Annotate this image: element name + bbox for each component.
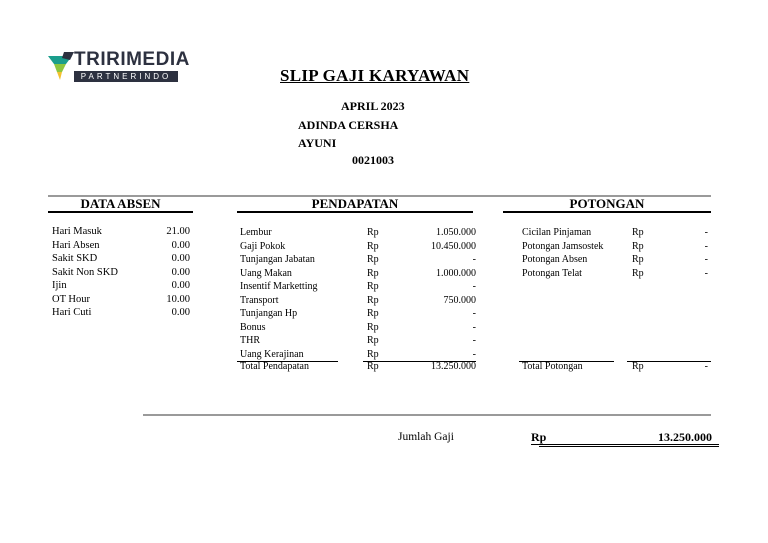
pendapatan-label: Lembur [240, 227, 272, 238]
list-item [52, 279, 192, 293]
pendapatan-value: - [472, 254, 476, 265]
pendapatan-label: Transport [240, 294, 279, 306]
absen-label: Hari Masuk [52, 226, 102, 237]
pendapatan-currency: Rp [367, 348, 379, 360]
list-item [52, 266, 192, 280]
pendapatan-currency: Rp [367, 321, 379, 333]
pendapatan-value: 1.000.000 [436, 267, 476, 279]
pendapatan-value: - [472, 348, 476, 360]
list-item [240, 321, 476, 335]
potongan-value: - [704, 254, 708, 265]
list-item [240, 253, 476, 267]
jumlah-gaji-label: Jumlah Gaji [398, 431, 454, 443]
absen-header: DATA ABSEN [80, 196, 161, 211]
potongan-list [522, 226, 710, 280]
potongan-value: - [704, 240, 708, 252]
jumlah-gaji-currency: Rp [531, 430, 547, 444]
jumlah-gaji-value: 13.250.000 [658, 430, 712, 444]
absen-label: Sakit SKD [52, 253, 98, 264]
company-logo [48, 49, 190, 84]
pendapatan-value: 1.050.000 [436, 227, 476, 238]
period: APRIL 2023 [341, 99, 405, 113]
pendapatan-list [240, 226, 476, 361]
absen-value: 21.00 [166, 226, 190, 237]
absen-value: 0.00 [171, 280, 190, 291]
pendapatan-total-value: 13.250.000 [431, 361, 476, 372]
potongan-label: Potongan Telat [522, 267, 582, 279]
potongan-total-currency: Rp [632, 361, 644, 372]
absen-value: 0.00 [171, 307, 190, 318]
pendapatan-total-currency: Rp [367, 361, 379, 372]
list-item [240, 226, 476, 240]
pendapatan-currency: Rp [367, 240, 379, 252]
potongan-value: - [704, 227, 708, 238]
pendapatan-header: PENDAPATAN [311, 196, 399, 211]
absen-value: 0.00 [171, 253, 190, 264]
pendapatan-value: 10.450.000 [431, 240, 476, 252]
potongan-header-underline [503, 211, 711, 213]
pendapatan-header-underline [237, 211, 473, 213]
list-item [52, 306, 192, 320]
pendapatan-currency: Rp [367, 294, 379, 306]
list-item [240, 240, 476, 254]
pendapatan-currency: Rp [367, 254, 379, 265]
employee-id: 0021003 [352, 153, 394, 167]
absen-label: Sakit Non SKD [52, 266, 118, 278]
pendapatan-label: Uang Makan [240, 267, 292, 279]
absen-value: 0.00 [171, 239, 190, 251]
pendapatan-label: THR [240, 335, 260, 346]
jumlah-gaji-underline-2 [539, 446, 719, 447]
list-item [52, 239, 192, 253]
employee-name-line2: AYUNI [298, 136, 337, 150]
list-item [240, 280, 476, 294]
list-item [52, 225, 192, 239]
pendapatan-label: Bonus [240, 321, 266, 333]
pendapatan-currency: Rp [367, 281, 379, 292]
bottom-separator [143, 414, 711, 416]
potongan-total-value: - [704, 361, 708, 372]
list-item [240, 334, 476, 348]
list-item [240, 307, 476, 321]
pendapatan-label: Gaji Pokok [240, 240, 286, 252]
list-item [522, 253, 710, 267]
list-item [240, 348, 476, 362]
potongan-header: POTONGAN [569, 196, 645, 211]
logo-mark-icon [48, 50, 74, 84]
employee-name-line1: ADINDA CERSHA [298, 118, 399, 132]
potongan-label: Cicilan Pinjaman [522, 227, 592, 238]
potongan-total-label: Total Potongan [522, 361, 583, 372]
pendapatan-value: - [472, 281, 476, 292]
list-item [522, 267, 710, 281]
list-item [52, 293, 192, 307]
absen-list [52, 225, 192, 320]
pendapatan-label: Tunjangan Jabatan [240, 254, 315, 265]
pendapatan-total-label: Total Pendapatan [240, 361, 309, 372]
pendapatan-currency: Rp [367, 308, 379, 319]
potongan-currency: Rp [632, 267, 644, 279]
jumlah-gaji-underline-1 [531, 444, 719, 445]
pendapatan-value: - [472, 308, 476, 319]
potongan-label: Potongan Jamsostek [522, 240, 604, 252]
absen-label: Ijin [52, 280, 67, 291]
list-item [522, 240, 710, 254]
potongan-label: Potongan Absen [522, 254, 588, 265]
list-item [52, 252, 192, 266]
absen-label: Hari Cuti [52, 307, 92, 318]
pendapatan-currency: Rp [367, 267, 379, 279]
absen-label: Hari Absen [52, 239, 100, 251]
pendapatan-value: - [472, 321, 476, 333]
pendapatan-label: Tunjangan Hp [240, 308, 298, 319]
potongan-value: - [704, 267, 708, 279]
absen-value: 0.00 [171, 266, 190, 278]
pendapatan-label: Insentif Marketting [240, 281, 318, 292]
pendapatan-currency: Rp [367, 227, 379, 238]
logo-name: TRIRIMEDIA [74, 49, 190, 70]
list-item [522, 226, 710, 240]
pendapatan-value: 750.000 [443, 294, 476, 306]
potongan-currency: Rp [632, 240, 644, 252]
logo-subtitle: PARTNERINDO [74, 71, 178, 82]
page-title: SLIP GAJI KARYAWAN [280, 66, 470, 85]
potongan-total-row [522, 360, 710, 374]
pendapatan-total-row [240, 360, 476, 374]
pendapatan-value: - [472, 335, 476, 346]
absen-label: OT Hour [52, 293, 91, 305]
list-item [240, 267, 476, 281]
pendapatan-currency: Rp [367, 335, 379, 346]
potongan-currency: Rp [632, 254, 644, 265]
list-item [240, 294, 476, 308]
pendapatan-label: Uang Kerajinan [240, 348, 304, 360]
absen-header-underline [48, 211, 193, 213]
absen-value: 10.00 [166, 293, 190, 305]
potongan-currency: Rp [632, 227, 644, 238]
